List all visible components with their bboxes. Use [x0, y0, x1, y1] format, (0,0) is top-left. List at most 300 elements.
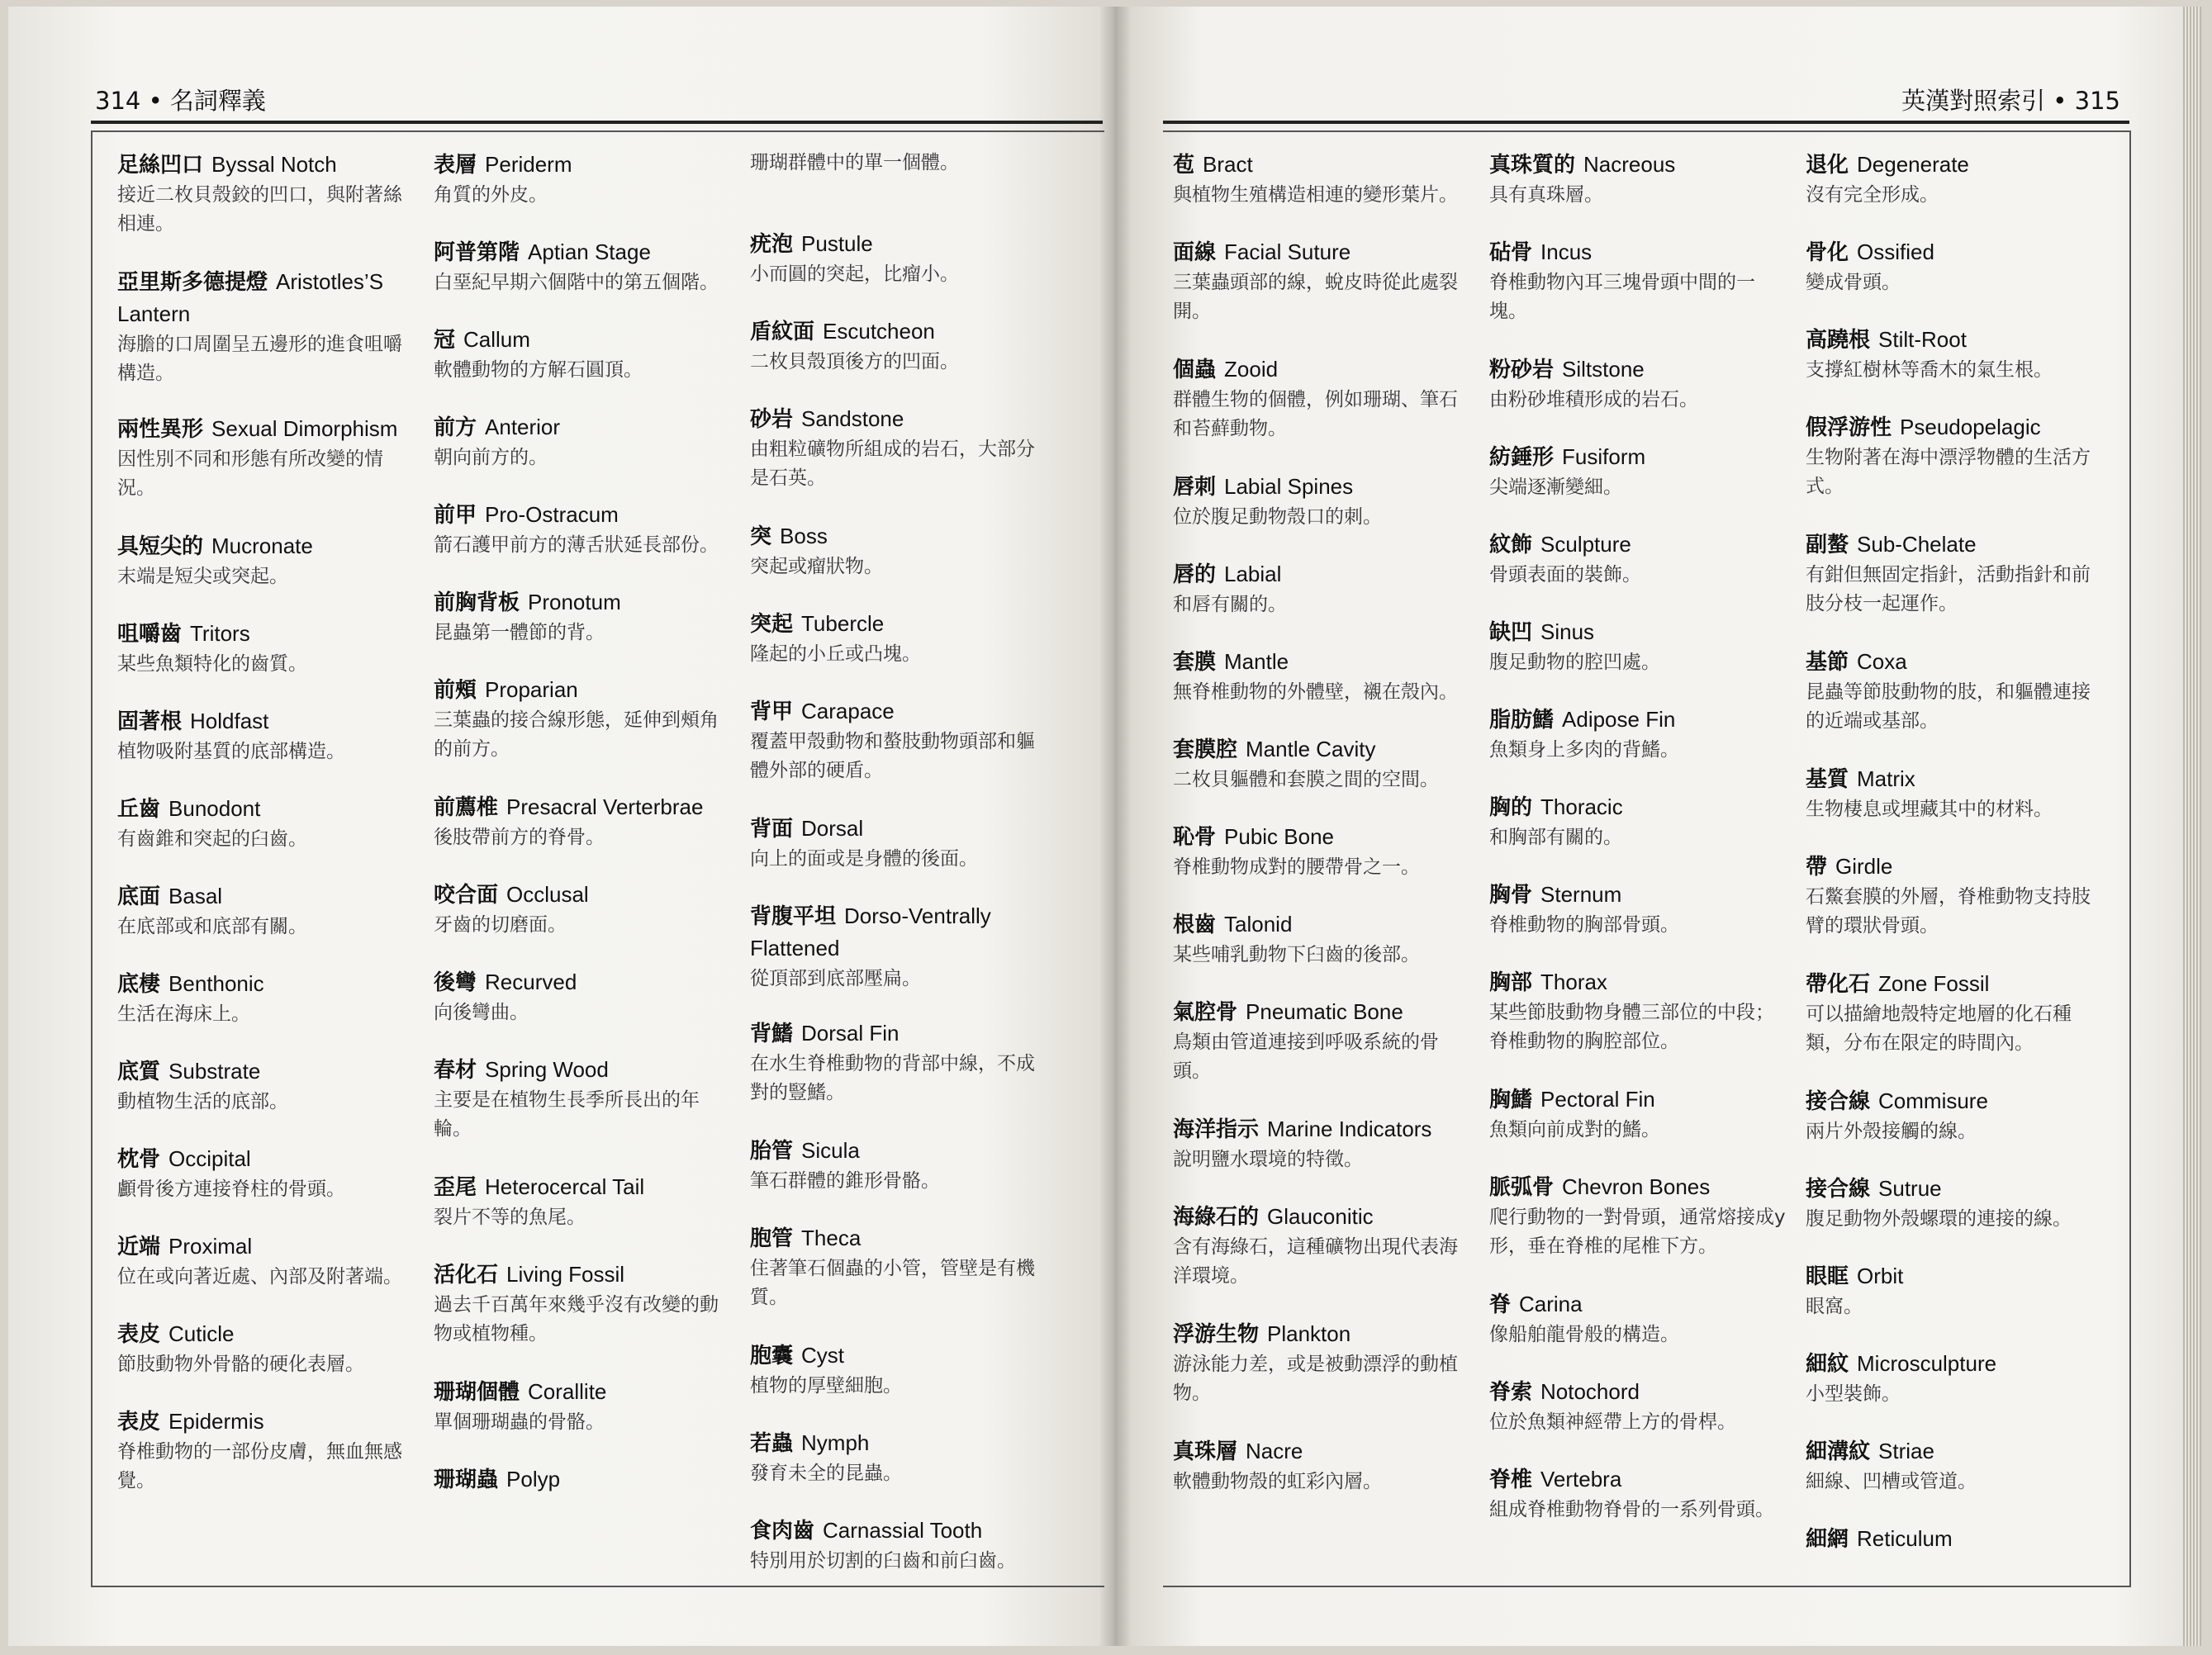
glossary-definition: 突起或瘤狀物。	[750, 556, 883, 577]
term-english: Siltstone	[1562, 357, 1645, 382]
term-chinese: 背甲	[750, 699, 794, 724]
glossary-term	[434, 1259, 731, 1291]
glossary-term	[1489, 791, 1787, 823]
glossary-definition: 某些節肢動物身體三部位的中段；脊椎動物的胸腔部位。	[1489, 1002, 1774, 1052]
term-chinese: 脊椎	[1489, 1468, 1533, 1492]
term-english: Vertebra	[1540, 1467, 1622, 1491]
glossary-entry	[1173, 733, 1470, 794]
term-english: Adipose Fin	[1562, 707, 1676, 732]
term-chinese: 骨化	[1806, 240, 1849, 265]
term-chinese: 突	[750, 524, 772, 549]
glossary-entry	[1489, 1376, 1787, 1437]
term-english: Callum	[463, 327, 530, 352]
term-english: Pro-Ostracum	[485, 502, 619, 527]
glossary-definition: 無脊椎動物的外體壁，襯在殼內。	[1173, 681, 1458, 703]
term-english: Tubercle	[801, 611, 885, 636]
term-english: Thoracic	[1540, 794, 1623, 819]
glossary-term	[1806, 968, 2103, 1000]
glossary-entry	[434, 324, 731, 385]
term-english: Facial Suture	[1224, 239, 1351, 264]
term-chinese: 咀嚼齒	[117, 622, 183, 647]
term-chinese: 前頰	[434, 678, 477, 703]
term-english: Incus	[1540, 239, 1593, 264]
glossary-definition: 昆蟲等節肢動物的肢，和軀體連接的近端或基部。	[1806, 681, 2091, 732]
glossary-definition: 角質的外皮。	[434, 184, 548, 206]
term-english: Labial Spines	[1224, 474, 1354, 499]
glossary-entry	[1806, 324, 2103, 385]
glossary-term	[750, 1515, 1047, 1547]
glossary-term	[1489, 1171, 1787, 1203]
glossary-entry	[434, 1054, 731, 1144]
glossary-definition: 向上的面或是身體的後面。	[750, 848, 978, 870]
term-english: Aristotles’S Lantern	[117, 269, 384, 326]
term-chinese: 假浮游性	[1806, 415, 1892, 440]
term-english: Striae	[1878, 1439, 1934, 1463]
glossary-term	[117, 1055, 415, 1088]
glossary-definition: 過去千百萬年來幾乎沒有改變的動物或植物種。	[434, 1294, 719, 1344]
glossary-entry	[1806, 968, 2103, 1058]
glossary-definition: 支撐紅樹林等喬木的氣生根。	[1806, 359, 2053, 381]
term-chinese: 脊	[1489, 1292, 1512, 1317]
glossary-entry	[1806, 236, 2103, 297]
term-chinese: 若蟲	[750, 1431, 794, 1456]
term-chinese: 紋飾	[1489, 533, 1533, 557]
term-chinese: 歪尾	[434, 1175, 477, 1200]
glossary-definition: 與植物生殖構造相連的變形葉片。	[1173, 184, 1458, 206]
glossary-definition: 牙齒的切磨面。	[434, 914, 567, 936]
term-chinese: 真珠層	[1173, 1439, 1238, 1464]
glossary-term	[1489, 879, 1787, 911]
glossary-term	[1173, 149, 1470, 181]
glossary-entry	[434, 411, 731, 472]
term-chinese: 苞	[1173, 153, 1195, 178]
glossary-entry	[117, 1231, 415, 1292]
term-chinese: 表層	[434, 153, 477, 178]
glossary-term	[1806, 236, 2103, 268]
term-english: Nacreous	[1583, 152, 1676, 177]
glossary-term	[1806, 851, 2103, 883]
term-english: Corallite	[528, 1379, 607, 1404]
glossary-definition: 生物附著在海中漂浮物體的生活方式。	[1806, 447, 2091, 497]
term-chinese: 脊索	[1489, 1380, 1533, 1405]
glossary-definition: 小型裝飾。	[1806, 1383, 1901, 1405]
term-chinese: 帶	[1806, 855, 1828, 880]
glossary-term	[750, 608, 1047, 640]
term-chinese: 細紋	[1806, 1352, 1849, 1377]
glossary-term	[1806, 1523, 2103, 1555]
term-english: Cuticle	[169, 1321, 235, 1346]
term-chinese: 枕骨	[117, 1147, 161, 1172]
left-header-rule	[91, 121, 1103, 124]
term-english: Spring Wood	[485, 1057, 609, 1082]
term-chinese: 氣腔骨	[1173, 1000, 1238, 1025]
term-chinese: 前胸背板	[434, 590, 520, 615]
glossary-term	[434, 879, 731, 911]
glossary-term	[1489, 1463, 1787, 1496]
term-chinese: 底棲	[117, 972, 161, 997]
term-english: Tritors	[190, 621, 250, 646]
term-english: Epidermis	[169, 1409, 264, 1434]
glossary-entry	[750, 695, 1047, 785]
glossary-term	[434, 586, 731, 619]
term-english: Pubic Bone	[1224, 824, 1334, 849]
glossary-entry	[434, 149, 731, 210]
glossary-entry	[1489, 966, 1787, 1056]
glossary-term	[1806, 763, 2103, 795]
term-chinese: 砂岩	[750, 407, 794, 432]
glossary-entry	[750, 149, 1047, 178]
glossary-term	[1173, 908, 1470, 941]
term-chinese: 背面	[750, 817, 794, 842]
term-chinese: 前薦椎	[434, 795, 499, 820]
glossary-term	[750, 228, 1047, 260]
glossary-term	[117, 266, 415, 330]
term-english: Marine Indicators	[1267, 1117, 1432, 1141]
glossary-term	[750, 403, 1047, 435]
term-english: Carina	[1519, 1292, 1583, 1316]
glossary-entry	[1806, 646, 2103, 736]
glossary-entry	[1489, 1171, 1787, 1261]
glossary-definition: 海膽的口周圍呈五邊形的進食咀嚼構造。	[117, 334, 402, 384]
glossary-entry	[1489, 791, 1787, 852]
term-chinese: 背鰭	[750, 1022, 794, 1046]
glossary-definition: 含有海綠石，這種礦物出現代表海洋環境。	[1173, 1236, 1458, 1287]
glossary-definition: 小而圓的突起，比瘤小。	[750, 263, 959, 285]
glossary-term	[1806, 1260, 2103, 1292]
glossary-entry	[434, 791, 731, 852]
glossary-term	[434, 1054, 731, 1086]
glossary-definition: 腹足動物外殼螺環的連接的線。	[1806, 1208, 2072, 1230]
glossary-entry	[117, 1143, 415, 1204]
right-header-rule	[1163, 121, 2129, 124]
term-english: Sutrue	[1878, 1176, 1942, 1201]
term-english: Nymph	[801, 1430, 870, 1455]
term-chinese: 胞囊	[750, 1344, 794, 1368]
term-english: Basal	[169, 884, 223, 908]
glossary-entry	[117, 618, 415, 679]
glossary-entry	[434, 1259, 731, 1349]
glossary-definition: 骨頭表面的裝飾。	[1489, 564, 1641, 586]
term-chinese: 食肉齒	[750, 1519, 815, 1544]
glossary-definition: 覆蓋甲殼動物和螯肢動物頭部和軀體外部的硬盾。	[750, 731, 1035, 781]
term-chinese: 砧骨	[1489, 240, 1533, 265]
term-chinese: 脈弧骨	[1489, 1175, 1555, 1200]
term-chinese: 底面	[117, 884, 161, 909]
glossary-entry	[117, 793, 415, 854]
term-english: Degenerate	[1857, 152, 1969, 177]
glossary-entry	[434, 1376, 731, 1437]
glossary-definition: 和唇有關的。	[1173, 594, 1287, 615]
term-chinese: 背腹平坦	[750, 904, 837, 929]
glossary-definition: 昆蟲第一體節的背。	[434, 622, 605, 643]
term-english: Boss	[780, 524, 828, 548]
term-english: Theca	[801, 1226, 862, 1250]
glossary-term	[1489, 353, 1787, 386]
term-chinese: 珊瑚個體	[434, 1380, 520, 1405]
glossary-definition: 珊瑚群體中的單一個體。	[750, 152, 959, 173]
term-chinese: 亞里斯多德提燈	[117, 270, 268, 295]
glossary-entry	[1173, 1201, 1470, 1291]
glossary-definition: 脊椎動物內耳三塊骨頭中間的一塊。	[1489, 272, 1755, 322]
glossary-definition: 箭石護甲前方的薄舌狀延長部份。	[434, 534, 719, 556]
glossary-definition: 某些魚類特化的齒質。	[117, 653, 307, 675]
glossary-definition: 特別用於切割的臼齒和前臼齒。	[750, 1550, 1016, 1572]
glossary-entry	[750, 900, 1047, 993]
glossary-entry	[1489, 879, 1787, 940]
glossary-term	[1173, 353, 1470, 386]
term-english: Coxa	[1857, 649, 1907, 674]
term-chinese: 細溝紋	[1806, 1439, 1871, 1464]
glossary-entry	[1489, 1084, 1787, 1145]
glossary-term	[1489, 1288, 1787, 1321]
term-english: Orbit	[1857, 1264, 1904, 1288]
term-chinese: 海綠石的	[1173, 1205, 1260, 1230]
term-chinese: 面線	[1173, 240, 1217, 265]
glossary-definition: 位於魚類神經帶上方的骨桿。	[1489, 1411, 1736, 1433]
glossary-term	[1489, 236, 1787, 268]
glossary-entry	[434, 966, 731, 1027]
glossary-entry	[117, 1318, 415, 1379]
term-chinese: 胸骨	[1489, 883, 1533, 908]
term-english: Pseudopelagic	[1900, 415, 2041, 439]
glossary-definition: 脊椎動物的胸部骨頭。	[1489, 914, 1679, 936]
glossary-definition: 尖端逐漸變細。	[1489, 477, 1622, 498]
term-chinese: 細網	[1806, 1527, 1849, 1552]
glossary-term	[1806, 149, 2103, 181]
glossary-entry	[1806, 851, 2103, 941]
term-english: Carnassial Tooth	[823, 1518, 983, 1543]
glossary-term	[117, 1406, 415, 1438]
term-english: Chevron Bones	[1562, 1174, 1711, 1199]
term-chinese: 表皮	[117, 1322, 161, 1347]
term-english: Mantle	[1224, 649, 1289, 674]
glossary-term	[434, 499, 731, 531]
glossary-definition: 和胸部有關的。	[1489, 827, 1622, 848]
glossary-entry	[1173, 821, 1470, 882]
glossary-term	[750, 813, 1047, 845]
term-chinese: 套膜	[1173, 650, 1217, 675]
glossary-entry	[1173, 1435, 1470, 1496]
glossary-definition: 有齒錐和突起的臼齒。	[117, 828, 307, 850]
term-chinese: 缺凹	[1489, 620, 1533, 645]
term-english: Reticulum	[1857, 1526, 1953, 1551]
glossary-term	[117, 149, 415, 181]
glossary-term	[117, 968, 415, 1000]
glossary-term	[1806, 1435, 2103, 1468]
glossary-definition: 由粗粒礦物所組成的岩石，大部分是石英。	[750, 439, 1035, 489]
glossary-term	[1806, 324, 2103, 356]
glossary-term	[117, 1143, 415, 1175]
glossary-entry	[750, 1135, 1047, 1196]
glossary-entry	[1173, 1318, 1470, 1408]
term-chinese: 浮游生物	[1173, 1322, 1260, 1347]
term-english: Cyst	[801, 1343, 845, 1368]
glossary-definition: 群體生物的個體，例如珊瑚、筆石和苔蘚動物。	[1173, 389, 1458, 439]
glossary-term	[1173, 558, 1470, 590]
glossary-term	[1173, 471, 1470, 503]
term-english: Substrate	[169, 1059, 261, 1084]
glossary-definition: 細線、凹槽或管道。	[1806, 1471, 1977, 1492]
term-chinese: 冠	[434, 328, 456, 353]
term-chinese: 咬合面	[434, 883, 499, 908]
glossary-term	[1489, 1084, 1787, 1116]
glossary-term	[750, 1427, 1047, 1459]
term-chinese: 胞管	[750, 1226, 794, 1251]
term-chinese: 後彎	[434, 970, 477, 995]
glossary-definition: 由粉砂堆積形成的岩石。	[1489, 389, 1698, 410]
glossary-entry	[1806, 1435, 2103, 1496]
term-english: Benthonic	[169, 971, 264, 996]
glossary-term	[750, 520, 1047, 552]
term-english: Recurved	[485, 970, 577, 994]
glossary-term	[750, 695, 1047, 728]
term-english: Holdfast	[190, 709, 269, 733]
glossary-definition: 白堊紀早期六個階中的第五個階。	[434, 272, 719, 293]
glossary-entry	[1173, 558, 1470, 619]
glossary-term	[117, 1231, 415, 1263]
term-english: Dorsal Fin	[801, 1021, 900, 1046]
term-chinese: 個蟲	[1173, 358, 1217, 382]
glossary-definition: 魚類向前成對的鰭。	[1489, 1119, 1660, 1140]
glossary-definition: 鳥類由管道連接到呼吸系統的骨頭。	[1173, 1031, 1439, 1082]
glossary-term	[1489, 529, 1787, 561]
glossary-entry	[750, 520, 1047, 581]
term-english: Proparian	[485, 677, 578, 702]
glossary-term	[1489, 704, 1787, 736]
glossary-term	[1173, 1435, 1470, 1468]
glossary-definition: 顱骨後方連接脊柱的骨頭。	[117, 1178, 345, 1200]
term-chinese: 唇的	[1173, 562, 1217, 587]
term-chinese: 唇刺	[1173, 475, 1217, 500]
glossary-definition: 說明鹽水環境的特徵。	[1173, 1149, 1363, 1170]
glossary-term	[1806, 529, 2103, 561]
term-english: Labial	[1224, 562, 1282, 586]
term-english: Bract	[1203, 152, 1253, 177]
glossary-definition: 某些哺乳動物下臼齒的後部。	[1173, 944, 1420, 965]
glossary-entry	[750, 1222, 1047, 1312]
term-english: Glauconitic	[1267, 1204, 1374, 1229]
term-english: Sub-Chelate	[1857, 532, 1977, 557]
term-chinese: 突起	[750, 612, 794, 637]
glossary-definition: 變成骨頭。	[1806, 272, 1901, 293]
glossary-term	[1489, 1376, 1787, 1408]
glossary-entry	[1489, 704, 1787, 765]
glossary-definition: 脊椎動物成對的腰帶骨之一。	[1173, 856, 1420, 878]
glossary-term	[750, 1017, 1047, 1050]
term-english: Byssal Notch	[211, 152, 337, 177]
glossary-entry	[750, 608, 1047, 669]
glossary-entry	[750, 228, 1047, 289]
term-chinese: 接合線	[1806, 1089, 1871, 1114]
glossary-term	[1173, 1318, 1470, 1350]
term-chinese: 胸鰭	[1489, 1088, 1533, 1112]
term-chinese: 高蹺根	[1806, 328, 1871, 353]
term-english: Zone Fossil	[1878, 971, 1990, 996]
glossary-entry	[434, 1463, 731, 1496]
term-chinese: 粉砂岩	[1489, 358, 1555, 382]
glossary-term	[1806, 1173, 2103, 1205]
term-chinese: 副螯	[1806, 533, 1849, 557]
term-chinese: 底質	[117, 1060, 161, 1084]
glossary-entry	[750, 1515, 1047, 1576]
glossary-definition: 裂片不等的魚尾。	[434, 1207, 586, 1228]
glossary-definition: 腹足動物的腔凹處。	[1489, 652, 1660, 673]
glossary-entry	[750, 315, 1047, 377]
term-chinese: 具短尖的	[117, 534, 204, 559]
term-chinese: 眼眶	[1806, 1264, 1849, 1289]
term-english: Fusiform	[1562, 444, 1646, 469]
glossary-definition: 主要是在植物生長季所長出的年輪。	[434, 1089, 700, 1140]
glossary-entry	[434, 879, 731, 940]
glossary-entry	[434, 1171, 731, 1232]
term-english: Dorsal	[801, 816, 864, 841]
glossary-term	[434, 236, 731, 268]
glossary-entry	[1806, 411, 2103, 501]
term-chinese: 海洋指示	[1173, 1117, 1260, 1142]
glossary-term	[1489, 441, 1787, 473]
glossary-definition: 接近二枚貝殼鉸的凹口，與附著絲相連。	[117, 184, 402, 235]
glossary-entry	[117, 530, 415, 591]
glossary-entry	[434, 499, 731, 560]
glossary-definition: 單個珊瑚蟲的骨骼。	[434, 1411, 605, 1433]
glossary-entry	[117, 1055, 415, 1117]
term-chinese: 胎管	[750, 1139, 794, 1164]
term-english: Bunodont	[169, 796, 261, 821]
glossary-term	[1489, 616, 1787, 648]
glossary-entry	[117, 968, 415, 1029]
glossary-term	[1173, 1201, 1470, 1233]
term-chinese: 套膜腔	[1173, 737, 1238, 762]
glossary-definition: 植物的厚壁細胞。	[750, 1375, 902, 1397]
glossary-entry	[1173, 908, 1470, 970]
term-chinese: 前方	[434, 415, 477, 440]
glossary-entry	[1173, 646, 1470, 707]
term-english: Sternum	[1540, 882, 1622, 907]
glossary-entry	[1806, 1260, 2103, 1321]
glossary-term	[1806, 646, 2103, 678]
glossary-term	[750, 315, 1047, 348]
glossary-definition: 位在或向著近處、內部及附著端。	[117, 1266, 402, 1287]
glossary-entry	[434, 236, 731, 297]
glossary-definition: 後肢帶前方的脊骨。	[434, 827, 605, 848]
term-english: Girdle	[1835, 854, 1893, 879]
glossary-entry	[1173, 149, 1470, 210]
glossary-definition: 向後彎曲。	[434, 1002, 529, 1023]
glossary-term	[434, 411, 731, 443]
term-english: Mucronate	[211, 533, 313, 558]
glossary-definition: 節肢動物外骨骼的硬化表層。	[117, 1354, 364, 1375]
glossary-term	[434, 674, 731, 706]
term-chinese: 基節	[1806, 650, 1849, 675]
term-english: Sculpture	[1540, 532, 1631, 557]
term-chinese: 胸的	[1489, 795, 1533, 820]
glossary-definition: 游泳能力差，或是被動漂浮的動植物。	[1173, 1354, 1458, 1404]
term-english: Occipital	[169, 1146, 251, 1171]
glossary-term	[1173, 236, 1470, 268]
glossary-term	[434, 966, 731, 998]
term-english: Thorax	[1540, 970, 1607, 994]
term-chinese: 春材	[434, 1058, 477, 1083]
glossary-term	[434, 324, 731, 356]
glossary-definition: 筆石群體的錐形骨骼。	[750, 1170, 940, 1192]
glossary-definition: 二枚貝殼頂後方的凹面。	[750, 351, 959, 372]
glossary-term	[434, 1376, 731, 1408]
glossary-term	[117, 880, 415, 913]
glossary-entry	[1806, 1085, 2103, 1146]
term-english: Pustule	[801, 231, 873, 256]
glossary-entry	[1489, 1288, 1787, 1349]
glossary-definition: 爬行動物的一對骨頭，通常熔接成y形，垂在脊椎的尾椎下方。	[1489, 1207, 1786, 1257]
